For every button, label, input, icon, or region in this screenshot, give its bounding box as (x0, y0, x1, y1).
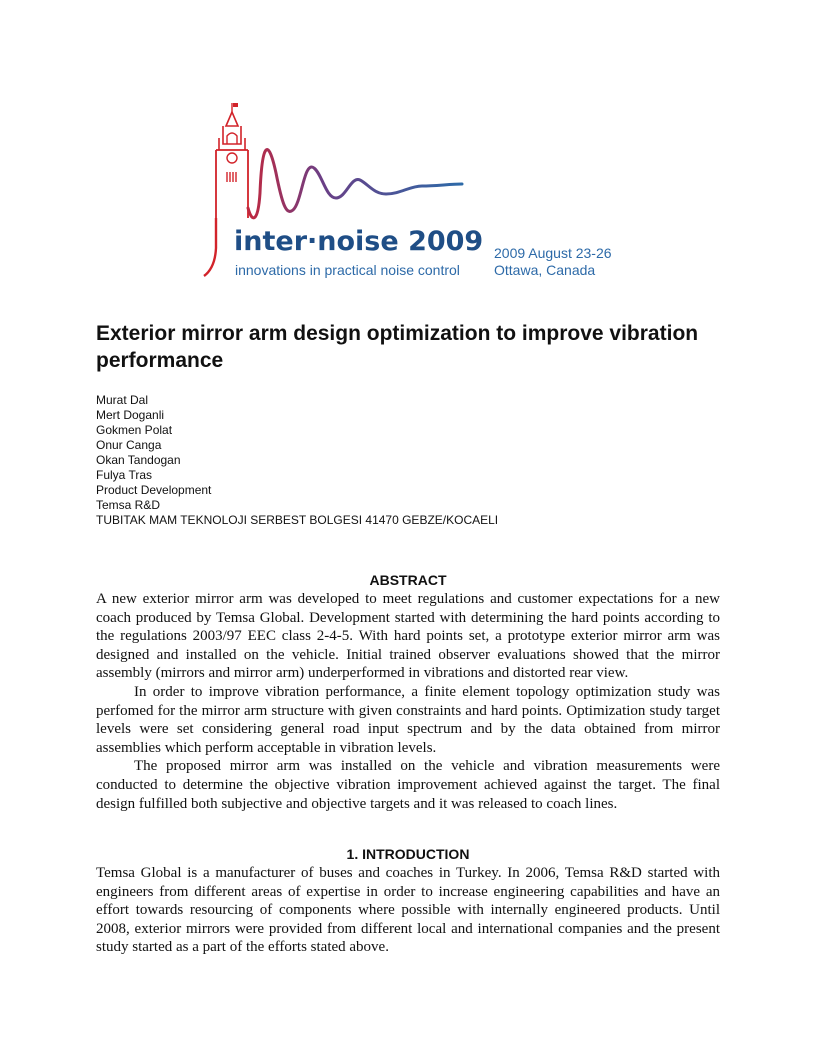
logo-date: 2009 August 23-26 (494, 245, 612, 261)
abstract-heading: ABSTRACT (369, 572, 447, 588)
author-line: Murat Dal (96, 393, 149, 407)
logo-location: Ottawa, Canada (494, 262, 596, 278)
introduction-heading: 1. INTRODUCTION (346, 846, 470, 862)
author-line: Onur Canga (96, 438, 162, 452)
introduction-paragraph: Temsa Global is a manufacturer of buses and coaches in Turkey. In 2006, Temsa R&D started with engineers from different areas of expertise in order to increase engineering capabilities and have an effort towards resourcing of components where possible with internally engineered products. Until 2008, exterior mirrors were provided from different local and international companies and the present study started as a part of the efforts stated above. (96, 865, 720, 956)
conference-logo (196, 98, 636, 284)
abstract-body (96, 590, 720, 813)
affiliation-department: Product Development (96, 483, 212, 497)
author-line: Fulya Tras (96, 468, 153, 482)
introduction-body (96, 864, 720, 957)
abstract-paragraph: A new exterior mirror arm was developed to meet regulations and customer expectations for a new coach produced by Temsa Global. Development started with determining the hard points according to the regulations 2003/97 EEC class 2-4-5. With hard points set, a prototype exterior mirror arm was designed and installed on the vehicle. Initial trained observer evaluations showed that the mirror assembly (mirrors and mirror arm) underperformed in vibrations and distorted rear view. (96, 591, 720, 682)
author-line: Gokmen Polat (96, 423, 173, 437)
author-line: Mert Doganli (96, 408, 165, 422)
author-block (96, 393, 736, 528)
affiliation-address: TUBITAK MAM TEKNOLOJI SERBEST BOLGESI 41470 GEBZE/KOCAELI (96, 513, 499, 527)
logo-tagline: innovations in practical noise control (235, 262, 460, 278)
paper-title: Exterior mirror arm design optimization to improve vibration performance (96, 322, 699, 372)
author-line: Okan Tandogan (96, 453, 181, 467)
affiliation-organization: Temsa R&D (96, 498, 161, 512)
logo-conference-name: inter·noise 2009 (234, 226, 484, 257)
abstract-paragraph: The proposed mirror arm was installed on the vehicle and vibration measurements were conducted to determine the objective vibration improvement achieved against the target. The final design fulfilled both subjective and objective targets and it was released to coach lines. (96, 758, 720, 812)
abstract-paragraph: In order to improve vibration performance, a finite element topology optimization study was perfomed for the mirror arm structure with given constraints and hard points. Optimization study target levels were set considering general road input spectrum and by the data obtained from mirror assemblies which perform acceptable in vibration levels. (96, 683, 720, 756)
